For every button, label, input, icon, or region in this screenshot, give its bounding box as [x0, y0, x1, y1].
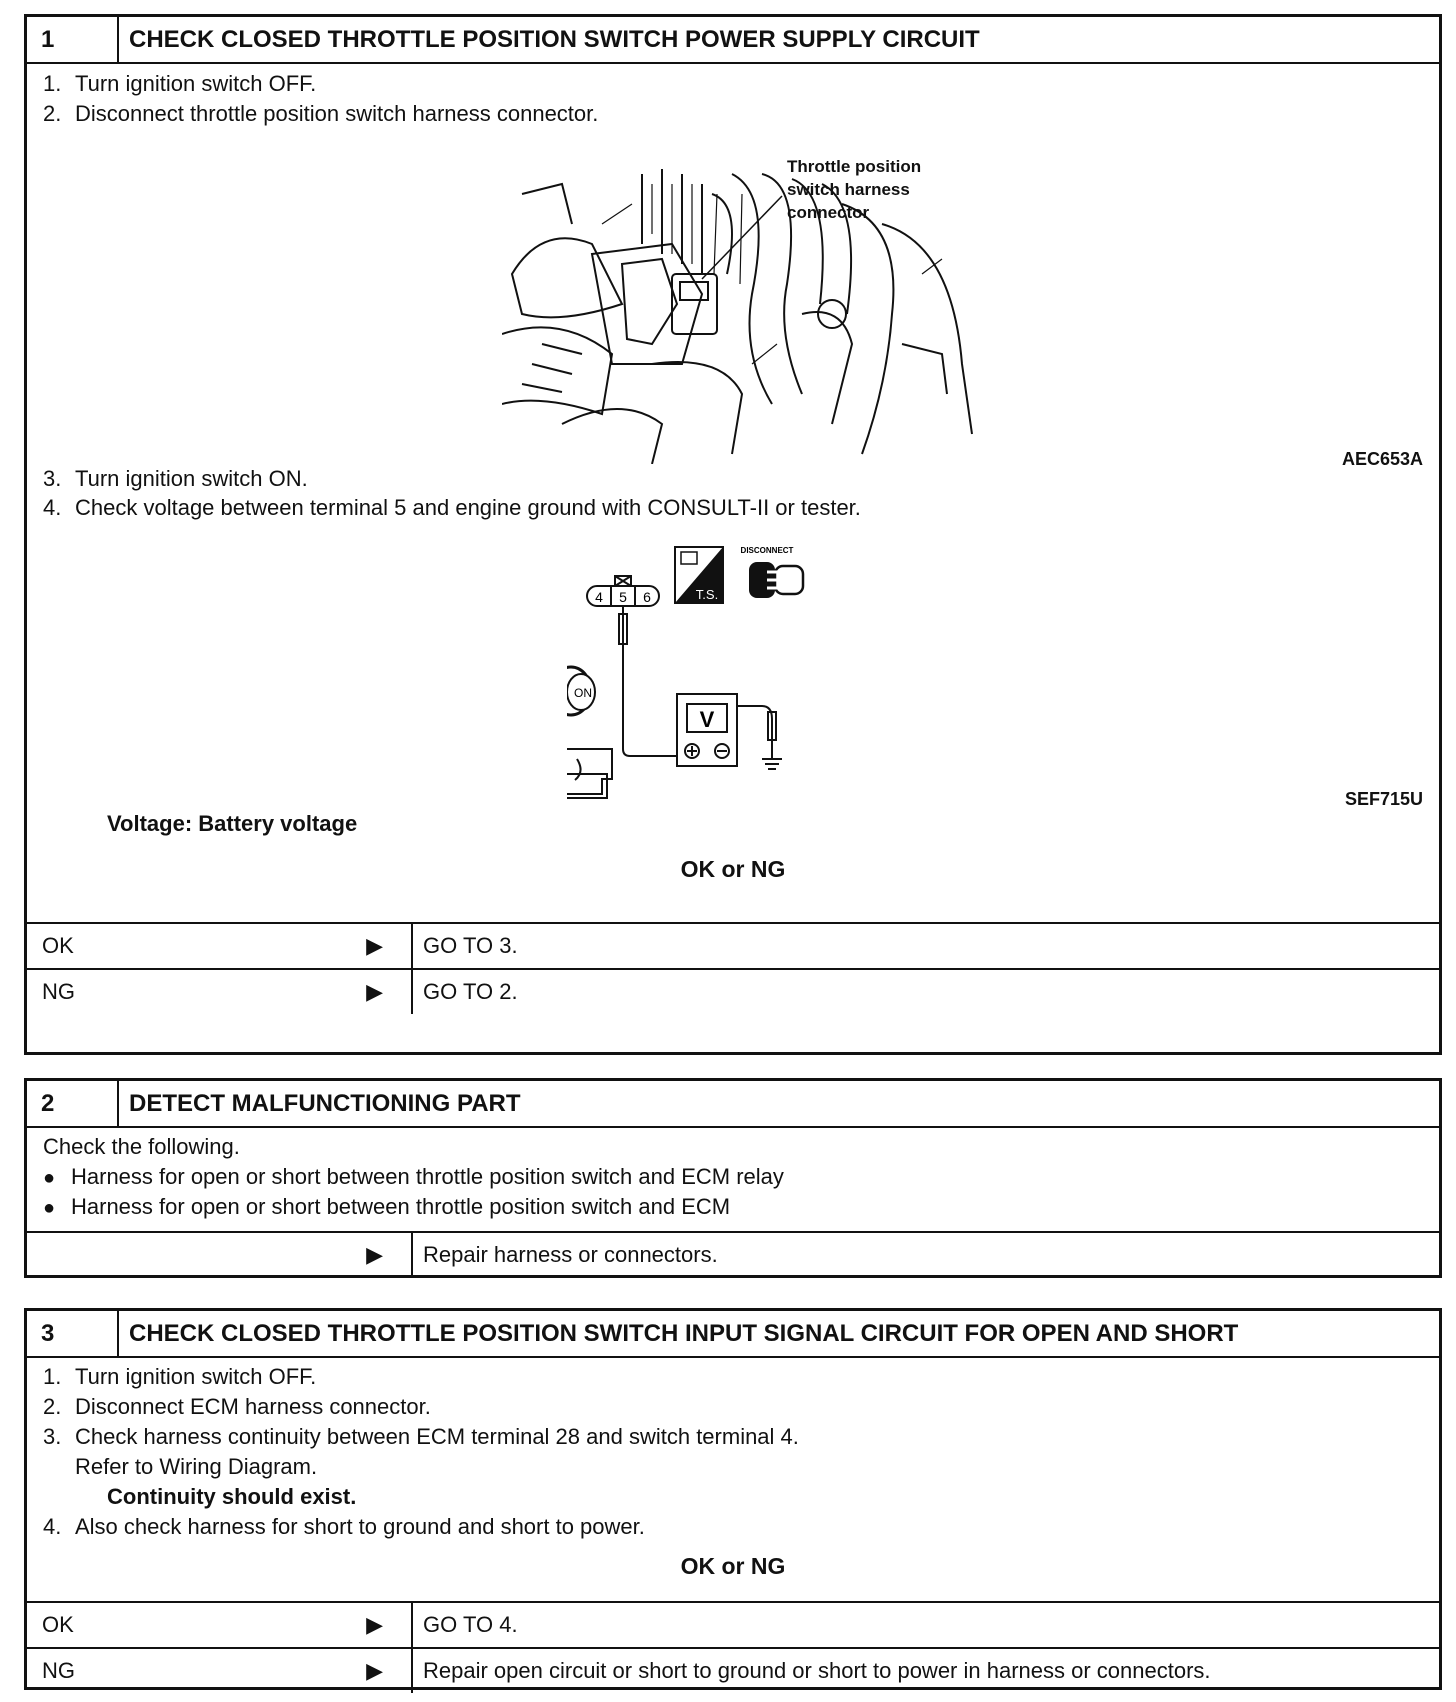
- instruction: 4. Also check harness for short to ground and short to power.: [43, 1514, 645, 1539]
- spec-value: Continuity should exist.: [107, 1484, 357, 1509]
- ignition-key-icon: [567, 667, 595, 715]
- result-heading: OK or NG: [680, 1553, 786, 1579]
- refer-text: Refer to Wiring Diagram.: [75, 1454, 318, 1479]
- result-action: Repair harness or connectors.: [423, 1242, 718, 1267]
- instruction: 1. Turn ignition switch OFF.: [43, 1364, 317, 1389]
- step-title: CHECK CLOSED THROTTLE POSITION SWITCH POWER SUPPLY CIRCUIT: [129, 26, 980, 53]
- result-heading: OK or NG: [680, 856, 786, 882]
- check-item: ● Harness for open or short between throttle position switch and ECM: [43, 1194, 731, 1219]
- svg-text:DISCONNECT: DISCONNECT: [740, 546, 794, 555]
- instruction: 2. Disconnect throttle position switch harness connector.: [43, 101, 599, 126]
- result-row-ng: [27, 968, 1439, 1014]
- step-number: 2: [27, 1081, 119, 1126]
- arrow-icon: ▶: [366, 1612, 383, 1637]
- step-header: [27, 17, 1439, 64]
- step-header: [27, 1311, 1439, 1358]
- engine-icon: [567, 749, 612, 794]
- step-number: 1: [27, 17, 119, 62]
- result-action: GO TO 4.: [423, 1612, 518, 1637]
- result-label: NG ▶: [27, 970, 413, 1014]
- step-body: [27, 1128, 1439, 1231]
- figure-callout: Throttle position switch harness connector: [787, 157, 922, 222]
- step-1-box: [24, 14, 1442, 1055]
- result-row-ng: [27, 1647, 1439, 1693]
- result-action: GO TO 2.: [423, 979, 518, 1004]
- instruction: 2. Disconnect ECM harness connector.: [43, 1394, 431, 1419]
- terminal-5: 5: [619, 589, 627, 605]
- figure-ref: AEC653A: [1341, 449, 1423, 469]
- result-action: GO TO 3.: [423, 933, 518, 958]
- result-action: Repair open circuit or short to ground or short to power in harness or connectors.: [423, 1658, 1211, 1683]
- result-label: [27, 1233, 413, 1277]
- result-label: NG ▶: [27, 1649, 413, 1693]
- step-body: [27, 1358, 1439, 1601]
- disconnect-icon: [741, 546, 803, 598]
- result-row: [27, 1231, 1439, 1277]
- instruction: 3. Check harness continuity between ECM terminal 28 and switch terminal 4.: [43, 1424, 799, 1449]
- instruction: 1. Turn ignition switch OFF.: [43, 71, 317, 96]
- instruction: 4. Check voltage between terminal 5 and engine ground with CONSULT-II or tester.: [43, 495, 861, 520]
- intro-text: Check the following.: [43, 1134, 240, 1159]
- result-label: OK ▶: [27, 924, 413, 968]
- voltage-check-diagram: [567, 544, 887, 804]
- meter-label: V: [699, 707, 715, 732]
- arrow-icon: ▶: [366, 1658, 383, 1683]
- bullet-icon: ●: [43, 1197, 56, 1219]
- svg-text:ON: ON: [574, 686, 592, 700]
- step-number: 3: [27, 1311, 119, 1356]
- result-row-ok: [27, 1601, 1439, 1647]
- terminal-6: 6: [643, 589, 651, 605]
- step-header: [27, 1081, 1439, 1128]
- step-2-box: [24, 1078, 1442, 1278]
- arrow-icon: ▶: [366, 1242, 383, 1267]
- bullet-icon: ●: [43, 1167, 56, 1189]
- ts-icon: [675, 547, 723, 603]
- step-body: [27, 64, 1439, 922]
- result-row-ok: [27, 922, 1439, 968]
- step-title: CHECK CLOSED THROTTLE POSITION SWITCH INPUT SIGNAL CIRCUIT FOR OPEN AND SHORT: [129, 1320, 1239, 1347]
- arrow-icon: ▶: [366, 979, 383, 1004]
- figure-ref: SEF715U: [1344, 789, 1423, 809]
- step-3-box: [24, 1308, 1442, 1690]
- result-label: OK ▶: [27, 1603, 413, 1647]
- arrow-icon: ▶: [366, 933, 383, 958]
- spec-value: Voltage: Battery voltage: [107, 811, 358, 836]
- step-title: DETECT MALFUNCTIONING PART: [129, 1090, 521, 1117]
- terminal-4: 4: [595, 589, 603, 605]
- svg-text:T.S.: T.S.: [695, 587, 719, 602]
- instruction: 3. Turn ignition switch ON.: [43, 466, 308, 491]
- check-item: ● Harness for open or short between throttle position switch and ECM relay: [43, 1164, 784, 1189]
